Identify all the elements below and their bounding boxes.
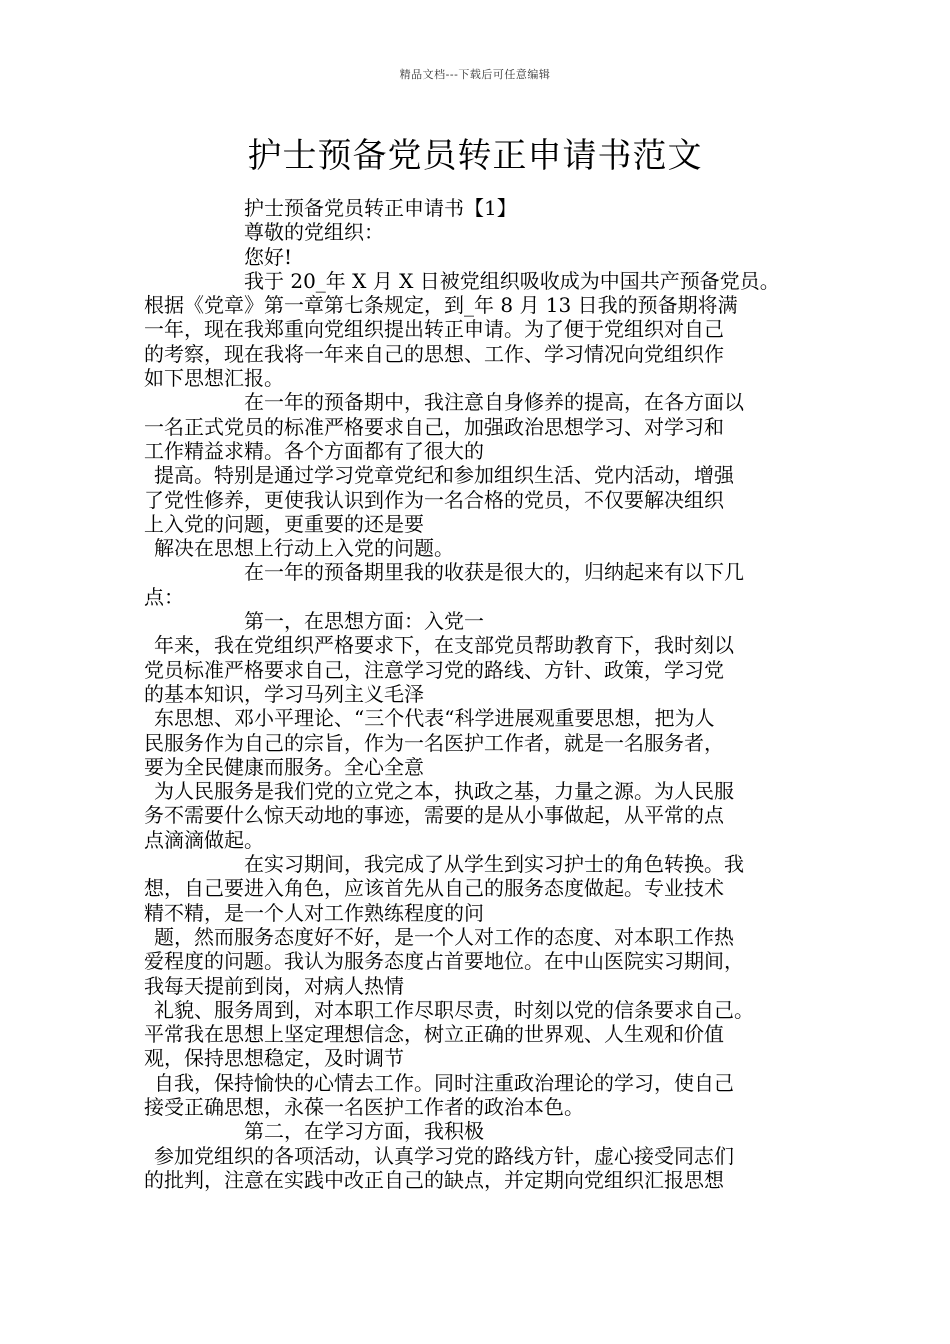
body-line: 工作精益求精。各个方面都有了很大的 bbox=[144, 438, 484, 463]
body-line: 上入党的问题，更重要的还是要 bbox=[144, 511, 424, 536]
body-line: 一年，现在我郑重向党组织提出转正申请。为了便于党组织对自己 bbox=[144, 317, 724, 342]
body-line: 点滴滴做起。 bbox=[144, 827, 264, 852]
body-line: 题，然而服务态度好不好，是一个人对工作的态度、对本职工作热 bbox=[154, 924, 734, 949]
body-line: 自我，保持愉快的心情去工作。同时注重政治理论的学习，使自己 bbox=[154, 1070, 734, 1095]
body-line: 在一年的预备期里我的收获是很大的，归纳起来有以下几 bbox=[244, 560, 744, 585]
body-line: 的考察，现在我将一年来自己的思想、工作、学习情况向党组织作 bbox=[144, 341, 724, 366]
body-line: 尊敬的党组织： bbox=[244, 220, 384, 245]
body-line: 在实习期间，我完成了从学生到实习护士的角色转换。我 bbox=[244, 852, 744, 877]
body-line: 了党性修养，更使我认识到作为一名合格的党员，不仅要解决组织 bbox=[144, 487, 724, 512]
body-line: 如下思想汇报。 bbox=[144, 366, 284, 391]
body-line: 第二，在学习方面，我积极 bbox=[244, 1119, 484, 1144]
body-line: 年来，我在党组织严格要求下，在支部党员帮助教育下，我时刻以 bbox=[154, 633, 734, 658]
body-line: 平常我在思想上坚定理想信念，树立正确的世界观、人生观和价值 bbox=[144, 1022, 724, 1047]
body-line: 护士预备党员转正申请书【1】 bbox=[244, 196, 517, 220]
body-line: 民服务作为自己的宗旨，作为一名医护工作者，就是一名服务者， bbox=[144, 730, 724, 755]
body-line: 我每天提前到岗，对病人热情 bbox=[144, 973, 404, 998]
body-line: 在一年的预备期中，我注意自身修养的提高，在各方面以 bbox=[244, 390, 744, 415]
body-line: 提高。特别是通过学习党章党纪和参加组织生活、党内活动，增强 bbox=[154, 463, 734, 488]
body-line: 想，自己要进入角色，应该首先从自己的服务态度做起。专业技术 bbox=[144, 876, 724, 901]
body-line: 我于 20_年 X 月 X 日被党组织吸收成为中国共产预备党员。 bbox=[244, 268, 780, 293]
header-note: 精品文档---下载后可任意编辑 bbox=[399, 68, 551, 81]
body-line: 爱程度的问题。我认为服务态度占首要地位。在中山医院实习期间， bbox=[144, 949, 744, 974]
body-line: 精不精，是一个人对工作熟练程度的问 bbox=[144, 900, 484, 925]
body-line: 的基本知识，学习马列主义毛泽 bbox=[144, 681, 424, 706]
body-line: 礼貌、服务周到，对本职工作尽职尽责，时刻以党的信条要求自己。 bbox=[154, 997, 754, 1022]
body-line: 接受正确思想，永葆一名医护工作者的政治本色。 bbox=[144, 1094, 584, 1119]
body-line: 一名正式党员的标准严格要求自己，加强政治思想学习、对学习和 bbox=[144, 414, 724, 439]
body-line: 要为全民健康而服务。全心全意 bbox=[144, 754, 424, 779]
body-line: 您好! bbox=[244, 244, 293, 269]
body-line: 解决在思想上行动上入党的问题。 bbox=[154, 536, 454, 561]
document-title: 护士预备党员转正申请书范文 bbox=[247, 136, 703, 176]
body-line: 的批判，注意在实践中改正自己的缺点，并定期向党组织汇报思想 bbox=[144, 1167, 724, 1192]
body-line: 参加党组织的各项活动，认真学习党的路线方针，虚心接受同志们 bbox=[154, 1143, 734, 1168]
body-line: 根据《党章》第一章第七条规定，到_年 8 月 13 日我的预备期将满 bbox=[144, 293, 738, 318]
body-line: 第一，在思想方面：入党一 bbox=[244, 609, 484, 634]
body-line: 点： bbox=[144, 584, 184, 609]
body-line: 观，保持思想稳定，及时调节 bbox=[144, 1046, 404, 1071]
body-line: 务不需要什么惊天动地的事迹，需要的是从小事做起，从平常的点 bbox=[144, 803, 724, 828]
body-line: 党员标准严格要求自己，注意学习党的路线、方针、政策，学习党 bbox=[144, 657, 724, 682]
document-body bbox=[144, 196, 824, 1192]
body-line: 为人民服务是我们党的立党之本，执政之基，力量之源。为人民服 bbox=[154, 779, 734, 804]
body-line: 东思想、邓小平理论、“三个代表“科学进展观重要思想，把为人 bbox=[154, 706, 715, 731]
